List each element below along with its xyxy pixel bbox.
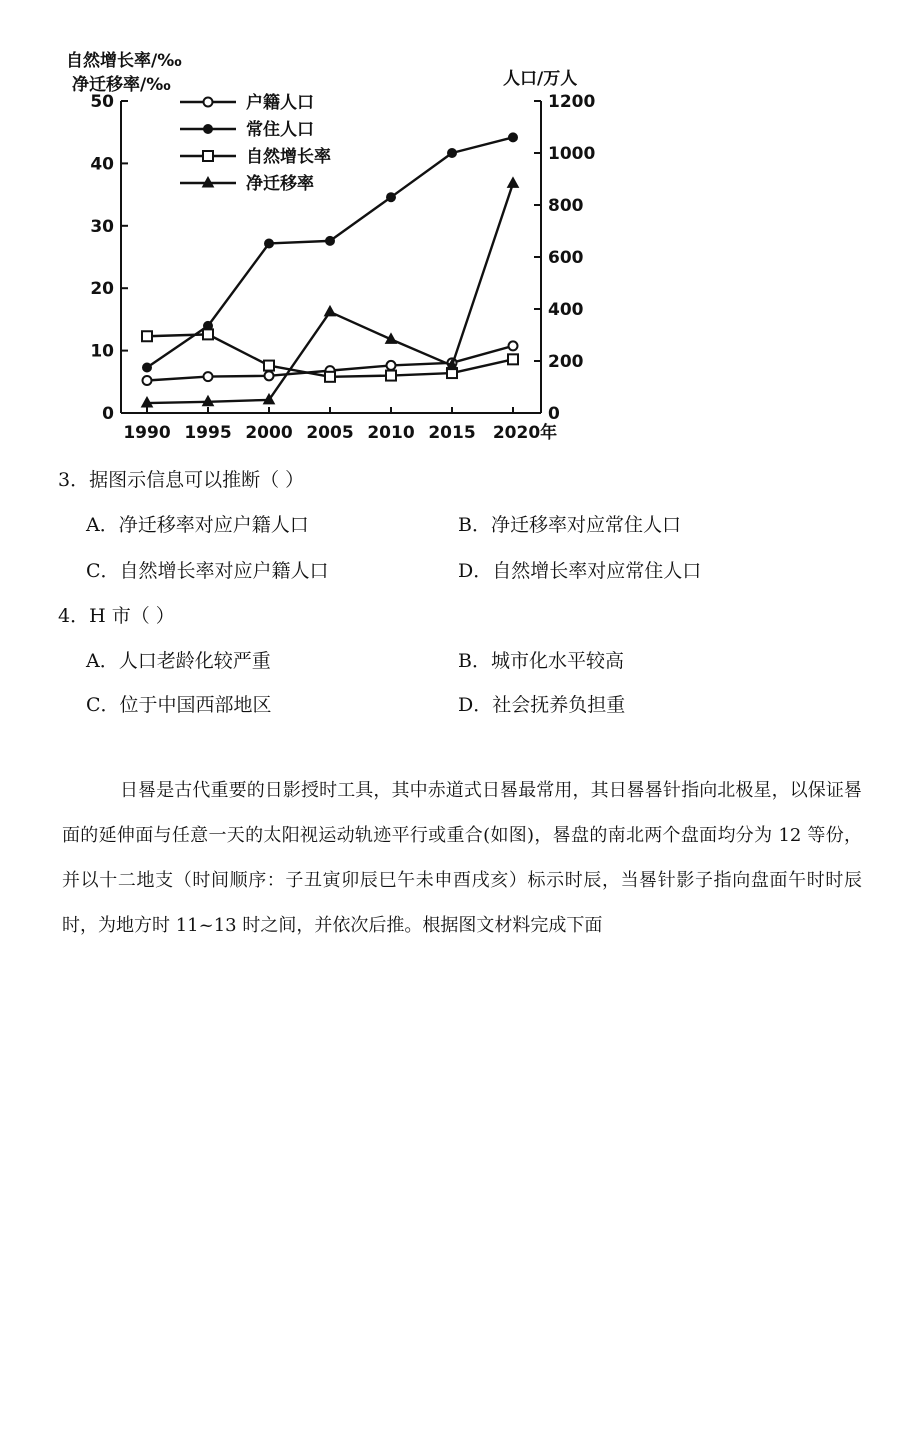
legend-label: 常住人口 <box>246 120 314 140</box>
sundial-passage: 日晷是古代重要的日影授时工具，其中赤道式日晷最常用，其日晷晷针指向北极星，以保证晷面的延伸面与任意一天的太阳视运动轨迹平行或重合(如图)，晷盘的南北两个盘面均分为 12 等份，并以十二地支（时间顺序：子丑寅卯辰巳午未申酉戌亥）标示时辰，当晷针影子指向盘面午时时辰时，为地方时 11~13 时之间，并依次后推。根据图文材料完成下面 <box>62 780 862 936</box>
q3-option-c[interactable]: C．自然增长率对应户籍人口 <box>86 560 329 582</box>
legend-entry-3 <box>180 146 331 167</box>
q4-option-c[interactable]: C．位于中国西部地区 <box>86 694 272 716</box>
chart-series <box>142 133 519 407</box>
x-tick-label: 1995 <box>184 423 232 443</box>
right-tick-label: 1200 <box>548 92 596 112</box>
series-point-2 <box>143 363 152 372</box>
legend-entry-1 <box>180 92 314 113</box>
x-tick-label: 2000 <box>245 423 293 443</box>
x-tick-label: 2010 <box>367 423 415 443</box>
legend-marker <box>204 98 213 107</box>
legend-label: 净迁移率 <box>246 174 314 194</box>
series-point-3 <box>142 331 152 341</box>
q4-option-b[interactable]: B．城市化水平较高 <box>458 650 624 672</box>
legend-marker <box>204 125 213 134</box>
legend-label: 户籍人口 <box>246 93 314 113</box>
left-tick-label: 40 <box>90 154 114 175</box>
population-chart <box>0 0 900 450</box>
q4-stem: 4．H 市（ ） <box>58 605 175 627</box>
series-point-2 <box>326 236 335 245</box>
legend-entry-2 <box>180 119 314 140</box>
legend-entry-4 <box>180 173 314 194</box>
series-point-2 <box>509 133 518 142</box>
series-point-2 <box>387 193 396 202</box>
left-tick-label: 20 <box>90 279 114 300</box>
q4-option-d[interactable]: D．社会抚养负担重 <box>458 694 626 716</box>
right-axis-ticks <box>534 92 595 424</box>
q3-option-b[interactable]: B．净迁移率对应常住人口 <box>458 514 681 536</box>
series-point-3 <box>264 361 274 371</box>
left-axis-label-1: 自然增长率/‰ <box>66 51 182 71</box>
right-tick-label: 0 <box>548 404 560 424</box>
right-tick-label: 400 <box>548 300 584 320</box>
series-point-1 <box>509 341 518 350</box>
series-point-3 <box>325 372 335 382</box>
q3-option-d[interactable]: D．自然增长率对应常住人口 <box>458 560 702 582</box>
x-tick-label: 2015 <box>428 423 476 443</box>
left-tick-label: 50 <box>90 92 114 112</box>
legend-marker <box>203 151 213 161</box>
right-tick-label: 1000 <box>548 144 596 164</box>
left-axis-ticks <box>90 92 128 424</box>
right-tick-label: 200 <box>548 352 584 372</box>
series-point-2 <box>448 149 457 158</box>
series-point-3 <box>508 354 518 364</box>
chart-legend <box>180 92 331 194</box>
q4-option-a[interactable]: A．人口老龄化较严重 <box>86 650 271 672</box>
series-point-1 <box>143 376 152 385</box>
series-point-1 <box>387 361 396 370</box>
left-tick-label: 30 <box>90 216 114 237</box>
right-axis-label: 人口/万人 <box>503 69 578 89</box>
q3-stem: 3．据图示信息可以推断（ ） <box>58 469 305 491</box>
right-tick-label: 800 <box>548 196 584 216</box>
series-point-3 <box>203 329 213 339</box>
series-point-3 <box>386 371 396 381</box>
series-point-4 <box>325 306 336 316</box>
x-tick-label: 2020年 <box>492 423 558 443</box>
series-point-4 <box>508 177 519 187</box>
series-point-1 <box>265 371 274 380</box>
left-tick-label: 0 <box>102 404 114 424</box>
left-axis-label-2: 净迁移率/‰ <box>72 75 171 95</box>
q3-option-a[interactable]: A．净迁移率对应户籍人口 <box>86 514 309 536</box>
x-tick-label: 2005 <box>306 423 354 443</box>
legend-label: 自然增长率 <box>246 147 331 167</box>
right-tick-label: 600 <box>548 248 584 268</box>
left-tick-label: 10 <box>90 341 114 362</box>
x-tick-label: 1990 <box>123 423 171 443</box>
series-point-1 <box>204 372 213 381</box>
series-point-2 <box>265 239 274 248</box>
series-line-2 <box>147 137 513 367</box>
